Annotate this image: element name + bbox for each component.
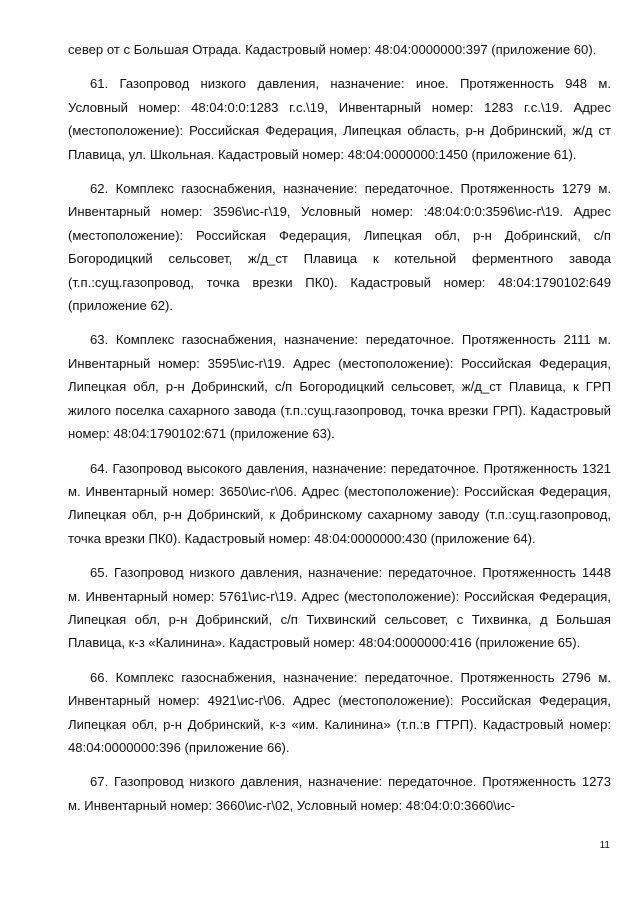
paragraph-61: 61. Газопровод низкого давления, назначение: иное. Протяженность 948 м. Условный номер: 48:04:0:0:1283 г.с.\19, Инвентарный номер: 1283 г.с.\19. Адрес (местоположение): Российская Федерация, Липецкая область, р-н Добринский, ж/д ст Плавица, ул. Школьная. Кадастровый номер: 48:04:0000000:1450 (приложение 61). — [68, 76, 611, 162]
paragraph-62: 62. Комплекс газоснабжения, назначение: передаточное. Протяженность 1279 м. Инвентарный номер: 3596\ис-г\19, Условный номер: :48:04:0:0:3596\ис-г\19. Адрес (местоположение): Российская Федерация, Липецкая обл, р-н Добринский, с/п Богородицкий сельсовет, ж/д_ст Плавица к котельной ферментного завода (т.п.:сущ.газопровод, точка врезки ПК0). Кадастровый номер: 48:04:1790102:649 (приложение 62). — [68, 181, 611, 314]
paragraph-65: 65. Газопровод низкого давления, назначение: передаточное. Протяженность 1448 м. Инвентарный номер: 5761\ис-г\19. Адрес (местоположение): Российская Федерация, Липецкая обл, р-н Добринский, с/п Тихвинский сельсовет, с Тихвинка, д Большая Плавица, к-з «Калинина». Кадастровый номер: 48:04:0000000:416 (приложение 65). — [68, 565, 611, 651]
paragraph-60-continuation: север от с Большая Отрада. Кадастровый номер: 48:04:0000000:397 (приложение 60). — [68, 42, 597, 57]
paragraph-64: 64. Газопровод высокого давления, назначение: передаточное. Протяженность 1321 м. Инвентарный номер: 3650\ис-г\06. Адрес (местоположение): Российская Федерация, Липецкая обл, р-н Добринский, к Добринскому сахарному заводу (т.п.:сущ.газопровод, точка врезки ПК0). Кадастровый номер: 48:04:0000000:430 (приложение 64). — [68, 460, 611, 546]
page-number: 11 — [599, 840, 610, 851]
paragraph-67: 67. Газопровод низкого давления, назначение: передаточное. Протяженность 1273 м. Инвентарный номер: 3660\ис-г\02, Условный номер: 48:04:0:0:3660\ис- — [68, 774, 611, 813]
document-body — [68, 38, 611, 828]
paragraph-63: 63. Комплекс газоснабжения, назначение: передаточное. Протяженность 2111 м. Инвентарный номер: 3595\ис-г\19. Адрес (местоположение): Российская Федерация, Липецкая обл, р-н Добринский, с/п Богородицкий сельсовет, ж/д_ст Плавица, к ГРП жилого поселка сахарного завода (т.п.:сущ.газопровод, точка врезки ГРП). Кадастровый номер: 48:04:1790102:671 (приложение 63). — [68, 332, 611, 442]
paragraph-66: 66. Комплекс газоснабжения, назначение: передаточное. Протяженность 2796 м. Инвентарный номер: 4921\ис-г\06. Адрес (местоположение): Российская Федерация, Липецкая обл, р-н Добринский, к-з «им. Калинина» (т.п.:в ГТРП). Кадастровый номер: 48:04:0000000:396 (приложение 66). — [68, 669, 611, 755]
